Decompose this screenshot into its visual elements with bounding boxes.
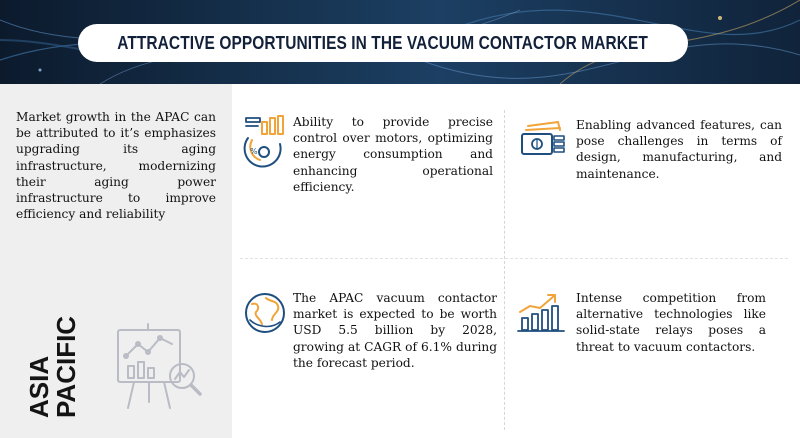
presentation-board-icon xyxy=(112,322,204,414)
header-banner xyxy=(0,0,800,84)
page-title: ATTRACTIVE OPPORTUNITIES IN THE VACUUM CONTACTOR MARKET xyxy=(117,32,649,53)
opportunity-text-2: Enabling advanced features, can pose challenges in terms of design, manufacturing, and maintenance. xyxy=(576,118,782,181)
region-description: Market growth in the APAC can be attributed to it’s emphasizes upgrading its aging infrastructure, modernizing their aging power infrastructure to improve efficiency and reliability xyxy=(16,110,216,222)
region-label xyxy=(26,316,80,418)
region-label-line2: PACIFIC xyxy=(51,315,81,418)
motor-control-chart-icon xyxy=(240,114,290,168)
row-divider xyxy=(240,258,788,259)
money-cards-icon xyxy=(518,120,568,160)
region-label-line1: ASIA xyxy=(24,355,54,418)
title-pill xyxy=(78,24,688,62)
growth-bar-chart-icon xyxy=(514,288,568,334)
column-divider xyxy=(504,110,505,430)
globe-icon xyxy=(242,290,288,336)
opportunity-text-1: Ability to provide precise control over motors, optimizing energy consumption and enhancing operational efficiency. xyxy=(293,115,493,194)
opportunity-text-3: The APAC vacuum contactor market is expected to be worth USD 5.5 billion by 2028, growing at CAGR of 6.1% during the forecast period. xyxy=(293,291,497,370)
opportunity-text-4: Intense competition from alternative technologies like solid-state relays poses a threat to vacuum contactors. xyxy=(576,291,766,354)
svg-text:%: % xyxy=(250,147,258,156)
